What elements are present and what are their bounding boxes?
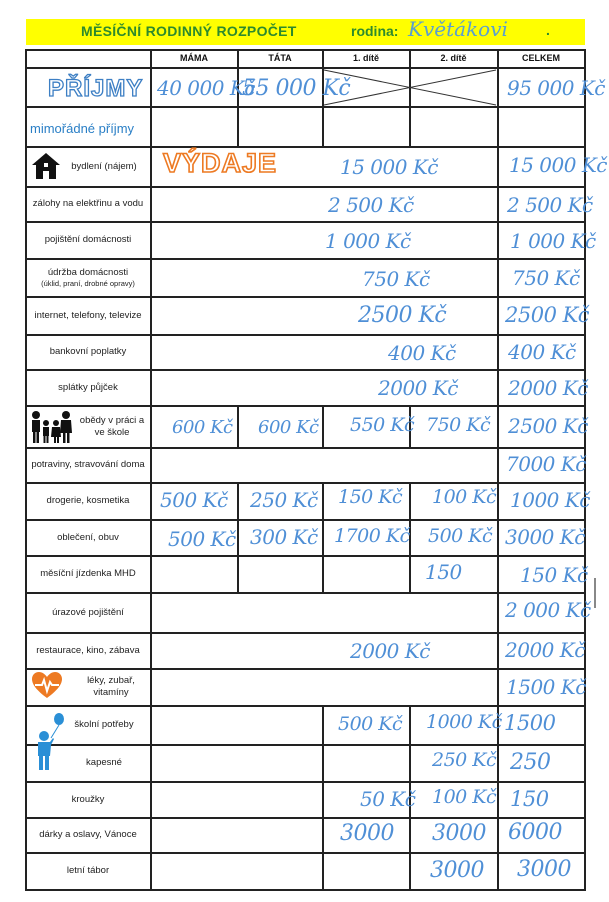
row-label-entertainment: restaurace, kino, zábava xyxy=(36,644,140,656)
row-label-home-insurance: pojištění domácnosti xyxy=(44,234,132,246)
gifts-child1-value[interactable]: 3000 xyxy=(340,821,394,846)
clothing-total-value[interactable]: 3000 Kč xyxy=(505,525,585,549)
loans-total-value[interactable]: 2000 Kč xyxy=(508,376,588,400)
gifts-child2-value[interactable]: 3000 xyxy=(432,821,486,846)
drugstore-child1-value[interactable]: 150 Kč xyxy=(338,486,403,508)
maintenance-shared-value[interactable]: 750 Kč xyxy=(362,267,430,291)
row-label-bank-fees: bankovní poplatky xyxy=(49,346,127,358)
clubs-total-value[interactable]: 150 xyxy=(510,787,549,811)
margin-mark xyxy=(594,578,596,608)
camp-total-value[interactable]: 3000 xyxy=(517,857,571,882)
row-label-internet: internet, telefony, televize xyxy=(34,309,142,321)
col-header-total: CELKEM xyxy=(522,53,560,63)
row-label-clubs: kroužky xyxy=(71,793,105,805)
row-label-groceries: potraviny, stravování doma xyxy=(31,459,145,471)
accident-insurance-total-value[interactable]: 2 000 Kč xyxy=(505,598,591,622)
row-label-clothing: oblečení, obuv xyxy=(57,531,119,543)
family-name-field[interactable]: Květákovi xyxy=(408,17,508,41)
home-insurance-total-value[interactable]: 1 000 Kč xyxy=(510,229,596,253)
heart-icon xyxy=(32,672,62,699)
bank-fees-shared-value[interactable]: 400 Kč xyxy=(388,341,456,365)
housing-shared-value[interactable]: 15 000 Kč xyxy=(340,155,438,179)
groceries-total-value[interactable]: 7000 Kč xyxy=(506,452,586,476)
school-supplies-total-value[interactable]: 1500 xyxy=(504,711,556,735)
header-bar xyxy=(26,19,585,45)
gifts-total-value[interactable]: 6000 xyxy=(508,820,562,845)
income-tata-value[interactable]: 55 000 Kč xyxy=(242,76,351,101)
clothing-child2-value[interactable]: 500 Kč xyxy=(428,525,493,547)
camp-child2-value[interactable]: 3000 xyxy=(430,858,484,883)
transit-total-value[interactable]: 150 Kč xyxy=(520,563,588,587)
family-label: rodina: xyxy=(351,23,399,39)
internet-total-value[interactable]: 2500 Kč xyxy=(505,303,590,327)
col-header-mama: MÁMA xyxy=(180,53,208,63)
row-label-maintenance xyxy=(26,259,150,296)
row-label-health: léky, zubař, vitamíny xyxy=(87,675,135,698)
clubs-child1-value[interactable]: 50 Kč xyxy=(360,787,416,811)
home-insurance-shared-value[interactable]: 1 000 Kč xyxy=(325,229,411,253)
col-header-tata: TÁTA xyxy=(268,53,292,63)
clothing-child1-value[interactable]: 1700 Kč xyxy=(334,525,410,547)
row-label-loans: splátky půjček xyxy=(58,381,118,393)
row-label-transit-pass: měsíční jízdenka MHD xyxy=(40,568,136,580)
row-label-drugstore: drogerie, kosmetika xyxy=(46,495,130,507)
col-header-child1: 1. dítě xyxy=(352,53,379,63)
lunches-tata-value[interactable]: 600 Kč xyxy=(258,417,319,438)
row-label-utilities: zálohy na elektřinu a vodu xyxy=(32,198,144,210)
lunches-mama-value[interactable]: 600 Kč xyxy=(172,417,233,438)
clothing-tata-value[interactable]: 300 Kč xyxy=(250,525,318,549)
lunches-child2-value[interactable]: 750 Kč xyxy=(426,414,491,436)
clothing-mama-value[interactable]: 500 Kč xyxy=(168,527,236,551)
row-label-gifts: dárky a oslavy, Vánoce xyxy=(39,829,137,841)
family-icon xyxy=(29,410,73,444)
pocket-money-child2-value[interactable]: 250 Kč xyxy=(432,749,497,771)
utilities-total-value[interactable]: 2 500 Kč xyxy=(507,193,593,217)
pocket-money-total-value[interactable]: 250 xyxy=(510,750,551,775)
school-supplies-child1-value[interactable]: 500 Kč xyxy=(338,713,403,735)
row-label-housing: bydlení (nájem) xyxy=(71,160,137,172)
transit-child2-value[interactable]: 150 xyxy=(425,560,462,584)
school-supplies-child2-value[interactable]: 1000 Kč xyxy=(426,711,502,733)
house-icon xyxy=(31,151,61,181)
loans-shared-value[interactable]: 2000 Kč xyxy=(378,376,458,400)
entertainment-total-value[interactable]: 2000 Kč xyxy=(505,638,585,662)
utilities-shared-value[interactable]: 2 500 Kč xyxy=(328,193,414,217)
extra-income-label: mimořádné příjmy xyxy=(30,121,135,136)
income-total-value[interactable]: 95 000 Kč xyxy=(507,76,605,100)
housing-total-value[interactable]: 15 000 Kč xyxy=(509,153,607,177)
income-title: PŘÍJMY xyxy=(48,75,144,102)
bank-fees-total-value[interactable]: 400 Kč xyxy=(508,340,576,364)
row-label-pocket-money: kapesné xyxy=(86,757,122,769)
page-title: MĚSÍČNÍ RODINNÝ ROZPOČET xyxy=(81,23,297,39)
entertainment-shared-value[interactable]: 2000 Kč xyxy=(350,639,430,663)
expenses-title: VÝDAJE xyxy=(163,148,278,178)
row-label-lunches: obědy v práci a ve škole xyxy=(79,414,145,438)
drugstore-total-value[interactable]: 1000 Kč xyxy=(510,488,590,512)
clubs-child2-value[interactable]: 100 Kč xyxy=(432,786,497,808)
maintenance-total-value[interactable]: 750 Kč xyxy=(512,266,580,290)
lunches-total-value[interactable]: 2500 Kč xyxy=(508,414,588,438)
row-label-maintenance-main: údržba domácnosti xyxy=(47,266,129,278)
lunches-child1-value[interactable]: 550 Kč xyxy=(350,414,415,436)
internet-shared-value[interactable]: 2500 Kč xyxy=(358,303,447,328)
header-dot: . xyxy=(546,22,550,38)
income-mama-value[interactable]: 40 000 Kč xyxy=(157,76,255,100)
drugstore-child2-value[interactable]: 100 Kč xyxy=(432,486,497,508)
drugstore-mama-value[interactable]: 500 Kč xyxy=(160,488,228,512)
health-total-value[interactable]: 1500 Kč xyxy=(506,675,586,699)
row-label-summer-camp: letní tábor xyxy=(66,865,110,877)
row-label-accident-insurance: úrazové pojištění xyxy=(52,606,124,618)
drugstore-tata-value[interactable]: 250 Kč xyxy=(250,488,318,512)
row-label-school-supplies: školní potřeby xyxy=(74,719,134,731)
row-label-maintenance-sub: (úklid, praní, drobné opravy) xyxy=(41,278,135,288)
col-header-child2: 2. dítě xyxy=(440,53,467,63)
